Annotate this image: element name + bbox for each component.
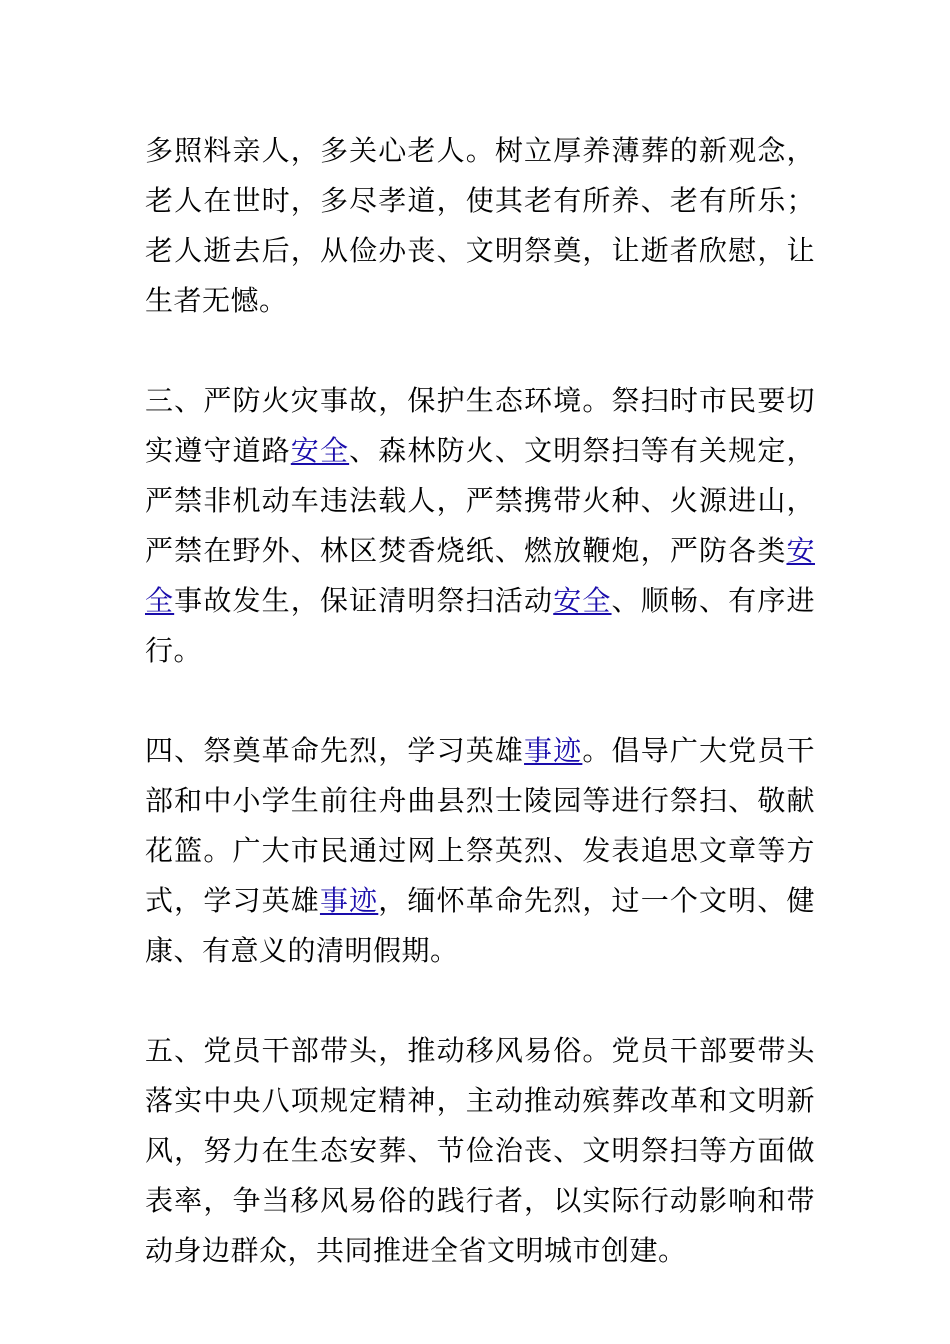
paragraph-care-for-elders [145, 126, 815, 326]
paragraph-revolutionary-martyrs [145, 726, 815, 976]
safety-link[interactable]: 安全 [553, 584, 612, 617]
document-body [145, 126, 815, 1326]
text-segment: 事故发生，保证清明祭扫活动 [174, 584, 554, 617]
text-segment: 四、祭奠革命先烈，学习英雄 [145, 734, 525, 767]
text-segment: 多照料亲人，多关心老人。树立厚养薄葬的新观念，老人在世时，多尽孝道，使其老有所养、老有所乐；老人逝去后，从俭办丧、文明祭奠，让逝者欣慰，让生者无憾。 [145, 134, 815, 317]
deeds-link[interactable]: 事迹 [319, 884, 379, 917]
text-segment: 、森林防火、文明祭扫等有关规定，严禁非机动车违法载人，严禁携带火种、火源进山，严禁在野外、林区焚香烧纸、燃放鞭炮，严防各类 [145, 434, 815, 567]
text-segment: 三、严防火灾事故，保护生态环境。祭扫时市民要切实遵守道路 [145, 384, 815, 467]
safety-link[interactable]: 安全 [145, 534, 815, 617]
text-segment: 。倡导广大党员干部和中小学生前往舟曲县烈士陵园等进行祭扫、敬献花篮。广大市民通过网上祭英烈、发表追思文章等方式，学习英雄 [145, 734, 815, 917]
text-segment: 、顺畅、有序进行。 [145, 584, 815, 667]
paragraph-party-members-lead [145, 1026, 815, 1276]
text-segment: 五、党员干部带头，推动移风易俗。党员干部要带头落实中央八项规定精神，主动推动殡葬改革和文明新风，努力在生态安葬、节俭治丧、文明祭扫等方面做表率，争当移风易俗的践行者，以实际行动影响和带动身边群众，共同推进全省文明城市创建。 [145, 1034, 815, 1267]
text-segment: ，缅怀革命先烈，过一个文明、健康、有意义的清明假期。 [145, 884, 815, 967]
safety-link[interactable]: 安全 [290, 434, 350, 467]
deeds-link[interactable]: 事迹 [524, 734, 583, 767]
paragraph-fire-prevention [145, 376, 815, 676]
